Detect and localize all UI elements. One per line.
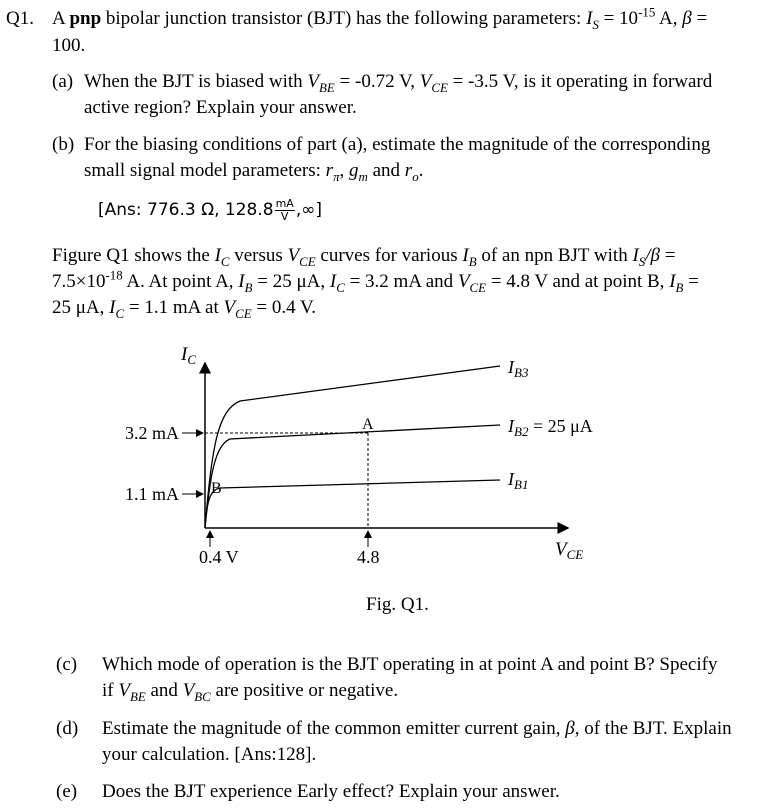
part-a-line2: active region? Explain your answer. [84, 97, 357, 118]
x-axis-label: $V_{CE}$ [555, 539, 584, 562]
part-b-label: (b) [52, 134, 75, 155]
curve-ib2-label: $I_{B2} = 25$ μA [508, 416, 593, 439]
figure-description-line3: 25 μA, $I_C = 1.1$ mA at $V_{CE} = 0.4$ V. [52, 297, 317, 321]
curve-ib3-label: $I_{B3}$ [508, 357, 529, 380]
part-d-line1: Estimate the magnitude of the common emitter current gain, β, of the BJT. Explain [102, 718, 732, 739]
y-tick-high-label: 3.2 mA [125, 423, 179, 443]
part-e-line1: Does the BJT experience Early effect? Explain your answer. [102, 781, 560, 802]
question-number: Q1. [6, 8, 34, 29]
part-d-label: (d) [56, 718, 79, 739]
part-c-line1: Which mode of operation is the BJT operating in at point A and point B? Specify [102, 654, 718, 675]
question-intro: A pnp bipolar junction transistor (BJT) has the following parameters: $I_S = 10^{-15}$ A, β = [52, 4, 708, 32]
x-tick-2-label: 4.8 [357, 547, 380, 567]
part-b-line2: small signal model parameters: $r_\pi$, $g_m$ and $r_o$. [84, 160, 424, 184]
y-axis-label: $I_C$ [181, 344, 196, 367]
figure-description-line1: Figure Q1 shows the $I_C$ versus $V_{CE}$ curves for various $I_B$ of an npn BJT with $I_S/\beta$ = [52, 245, 676, 269]
figure-caption: Fig. Q1. [366, 594, 429, 615]
x-tick-1-label: 0.4 V [199, 547, 239, 567]
curve-ib1-label: $I_{B1}$ [508, 469, 529, 492]
curve-ib1 [205, 480, 500, 528]
question-intro-line2: 100. [52, 35, 86, 56]
part-a-text: When the BJT is biased with $V_{BE} = -0.72$ V, $V_{CE} = -3.5$ V, is it operating in forward [84, 71, 713, 95]
part-b-line1: For the biasing conditions of part (a), estimate the magnitude of the corresponding [84, 134, 711, 155]
figure-description-line2: $7.5\times 10^{-18}$ A. At point A, $I_B = 25$ μA, $I_C = 3.2$ mA and $V_{CE} = 4.8$ V and at point B, $I_B$ = [52, 267, 699, 295]
part-c-line2: if $V_{BE}$ and $V_{BC}$ are positive or negative. [102, 680, 399, 704]
part-b-answer: [Ans: 776.3 Ω, 128.8 $\frac{mA}{V}$ ,∞] [98, 197, 323, 223]
part-d-line2: your calculation. [Ans:128]. [102, 744, 317, 765]
part-e-label: (e) [56, 781, 78, 802]
curve-ib2 [205, 425, 500, 528]
part-c-label: (c) [56, 654, 78, 675]
point-b-label: B [211, 480, 222, 497]
point-a-label: A [362, 416, 374, 433]
curve-ib3 [205, 366, 500, 528]
part-a-label: (a) [52, 71, 74, 92]
ic-vce-figure [0, 335, 768, 575]
y-tick-low-label: 1.1 mA [125, 484, 179, 504]
